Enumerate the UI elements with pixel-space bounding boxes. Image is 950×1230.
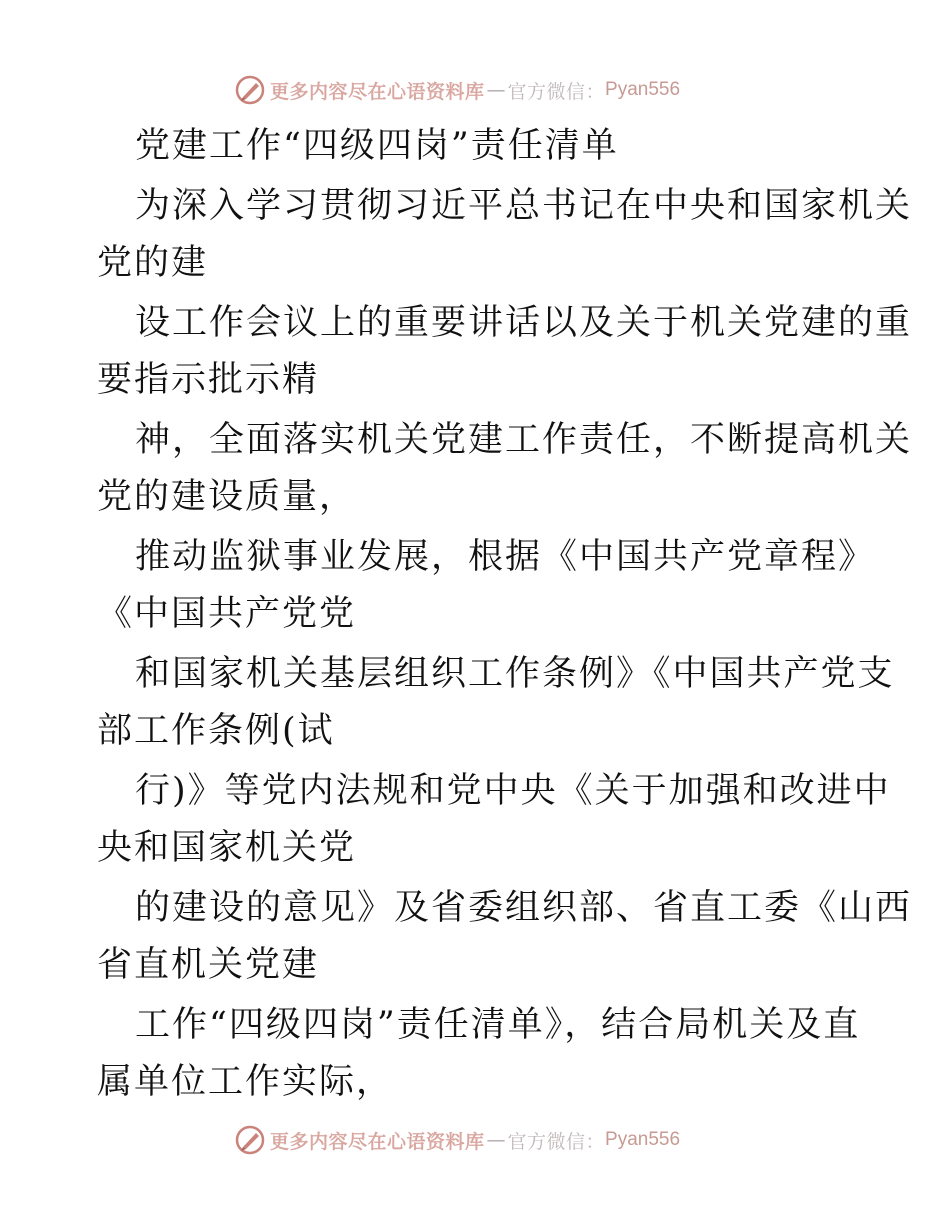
- body-line: 的建设的意见》及省委组织部、省直工委《山西: [135, 888, 913, 928]
- body-line: 推动监狱事业发展，根据《中国共产党章程》: [135, 537, 876, 577]
- pen-logo-icon: [234, 74, 266, 106]
- body-line: 和国家机关基层组织工作条例》《中国共产党支: [135, 654, 895, 694]
- body-line: 属单位工作实际，: [97, 1062, 394, 1102]
- body-line: 为深入学习贯彻习近平总书记在中央和国家机关: [135, 186, 913, 226]
- body-line: 设工作会议上的重要讲话以及关于机关党建的重: [135, 303, 913, 343]
- body-line: 党的建: [97, 243, 209, 283]
- body-line: 神，全面落实机关党建工作责任，不断提高机关: [135, 420, 913, 460]
- header-wechat-account: Pyan556: [605, 79, 681, 100]
- footer-wechat-label: 官方微信：: [507, 1130, 606, 1153]
- footer-watermark-banner: [234, 1120, 680, 1160]
- header-dash: —: [486, 79, 506, 101]
- body-line: 省直机关党建: [97, 945, 320, 985]
- body-line: 要指示批示精: [97, 360, 320, 400]
- header-wechat-label: 官方微信：: [507, 80, 606, 103]
- body-line: 央和国家机关党: [97, 828, 357, 868]
- body-line: 党的建设质量，: [97, 477, 357, 517]
- body-line: 《中国共产党党: [97, 594, 357, 634]
- body-line: 部工作条例(试: [97, 711, 335, 751]
- body-line: 行)》等党内法规和党中央《关于加强和改进中: [135, 771, 891, 811]
- header-watermark-banner: [234, 70, 680, 110]
- pen-logo-icon: [234, 1124, 266, 1156]
- body-line: 工作“四级四岗”责任清单》，结合局机关及直: [135, 1005, 861, 1045]
- header-brand-text: 更多内容尽在心语资料库: [270, 80, 485, 103]
- footer-wechat-account: Pyan556: [605, 1129, 681, 1150]
- footer-brand-text: 更多内容尽在心语资料库: [270, 1130, 485, 1153]
- footer-dash: —: [486, 1129, 506, 1151]
- document-title: 党建工作“四级四岗”责任清单: [135, 126, 619, 166]
